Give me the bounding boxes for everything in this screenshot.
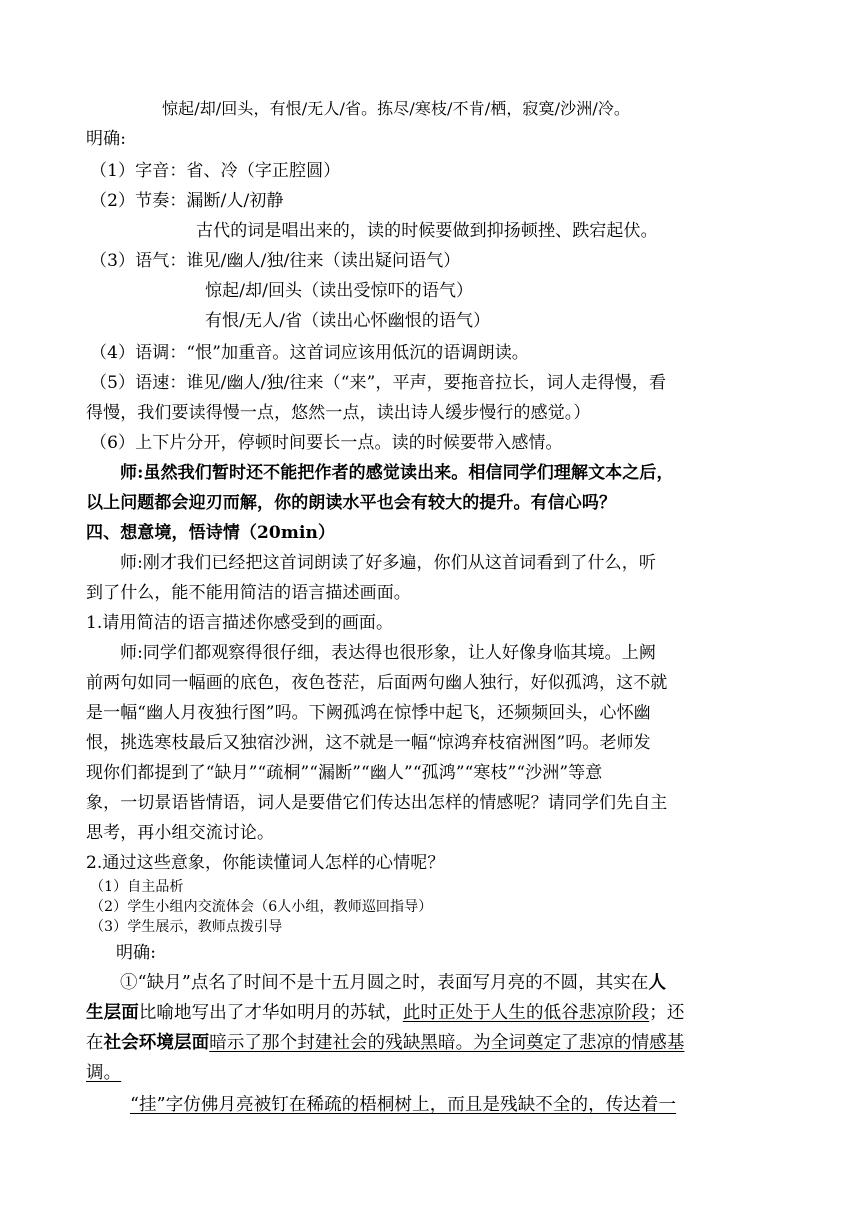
paragraph-line: 师:同学们都观察得很仔细，表达得也很形象，让人好像身临其境。上阙 <box>120 643 656 663</box>
rhythm-note: 古代的词是唱出来的，读的时候要做到抑扬顿挫、跌宕起伏。 <box>196 221 658 241</box>
teacher-remark: 师:虽然我们暂时还不能把作者的感觉读出来。相信同学们理解文本之后， <box>120 463 674 483</box>
poem-line: 惊起/却/回头，有恨/无人/省。拣尽/寒枝/不肯/栖，寂寞/沙洲/冷。 <box>162 99 631 118</box>
paragraph-line: 前两句如同一幅画的底色，夜色苍茫，后面两句幽人独行，好似孤鸿，这不就 <box>86 673 668 693</box>
paragraph-line: 是一幅“幽人月夜独行图”吗。下阙孤鸿在惊悸中起飞，还频频回头，心怀幽 <box>86 703 651 723</box>
item-rhythm: （2）节奏：漏断/人/初静 <box>90 191 284 211</box>
bold-term: 社会环境层面 <box>103 1033 210 1053</box>
step-1: （1）自主品析 <box>90 879 184 895</box>
tone-line-2: 惊起/却/回头（读出受惊吓的语气） <box>205 281 474 301</box>
item-tone: （3）语气：谁见/幽人/独/往来（读出疑问语气） <box>90 251 461 271</box>
analysis-line <box>86 1032 776 1054</box>
analysis-text: ①“缺月”点名了时间不是十五月圆之时，表面写月亮的不圆，其实在 <box>120 973 649 993</box>
paragraph-line: 现你们都提到了“缺月”“疏桐”“漏断”“幽人”“孤鸿”“寒枝”“沙洲”等意 <box>86 763 603 783</box>
underlined-text: 暗示了那个封建社会的残缺黑暗。为全词奠定了悲凉的情感基 <box>209 1033 685 1053</box>
clarify-label: 明确: <box>86 129 127 149</box>
item-pause: （6）上下片分开，停顿时间要长一点。读的时候要带入感情。 <box>90 433 563 453</box>
paragraph-line: 到了什么，能不能用简洁的语言描述画面。 <box>86 583 411 603</box>
bold-term: 人 <box>648 973 667 993</box>
underlined-text: 此时正处于人生的低谷悲凉阶段 <box>402 1003 650 1023</box>
analysis-text: 在 <box>86 1033 104 1053</box>
item-speed: （5）语速：谁见/幽人/独/往来（“来”，平声，要拖音拉长，词人走得慢，看 <box>90 373 667 393</box>
step-2: （2）学生小组内交流体会（6人小组，教师巡回指导） <box>90 899 433 915</box>
paragraph-line: 恨，挑选寒枝最后又独宿沙洲，这不就是一幅“惊鸿弃枝宿洲图”吗。老师发 <box>86 733 651 753</box>
question-2: 2.通过这些意象，你能读懂词人怎样的心情呢？ <box>86 853 445 873</box>
step-3: （3）学生展示，教师点拨引导 <box>90 919 283 935</box>
section-heading: 四、想意境，悟诗情（20min） <box>86 523 336 543</box>
analysis-line-end: 调。 <box>86 1063 122 1083</box>
analysis-text: 比喻地写出了才华如明月的苏轼， <box>138 1003 403 1023</box>
analysis-line: “挂”字仿佛月亮被钉在稀疏的梧桐树上，而且是残缺不全的，传达着一 <box>130 1095 677 1115</box>
clarify-label-2: 明确: <box>116 943 157 963</box>
item-pronunciation: （1）字音：省、冷（字正腔圆） <box>90 161 341 181</box>
bold-term: 生层面 <box>86 1003 139 1023</box>
speed-cont: 得慢，我们要读得慢一点，悠然一点，读出诗人缓步慢行的感觉。） <box>86 403 591 423</box>
paragraph-line: 象，一切景语皆情语，词人是要借它们传达出怎样的情感呢？请同学们先自主 <box>86 793 668 813</box>
analysis-text: ；还 <box>649 1003 685 1023</box>
question-1: 1.请用简洁的语言描述你感受到的画面。 <box>86 613 394 633</box>
item-intonation: （4）语调：“恨”加重音。这首词应该用低沉的语调朗读。 <box>90 343 529 363</box>
teacher-remark-cont: 以上问题都会迎刃而解，你的朗读水平也会有较大的提升。有信心吗？ <box>86 493 617 513</box>
analysis-line <box>120 972 810 994</box>
paragraph-line: 思考，再小组交流讨论。 <box>86 823 275 843</box>
tone-line-3: 有恨/无人/省（读出心怀幽恨的语气） <box>205 311 491 331</box>
paragraph-line: 师:刚才我们已经把这首词朗读了好多遍，你们从这首词看到了什么，听 <box>120 553 656 573</box>
analysis-line <box>86 1002 776 1024</box>
